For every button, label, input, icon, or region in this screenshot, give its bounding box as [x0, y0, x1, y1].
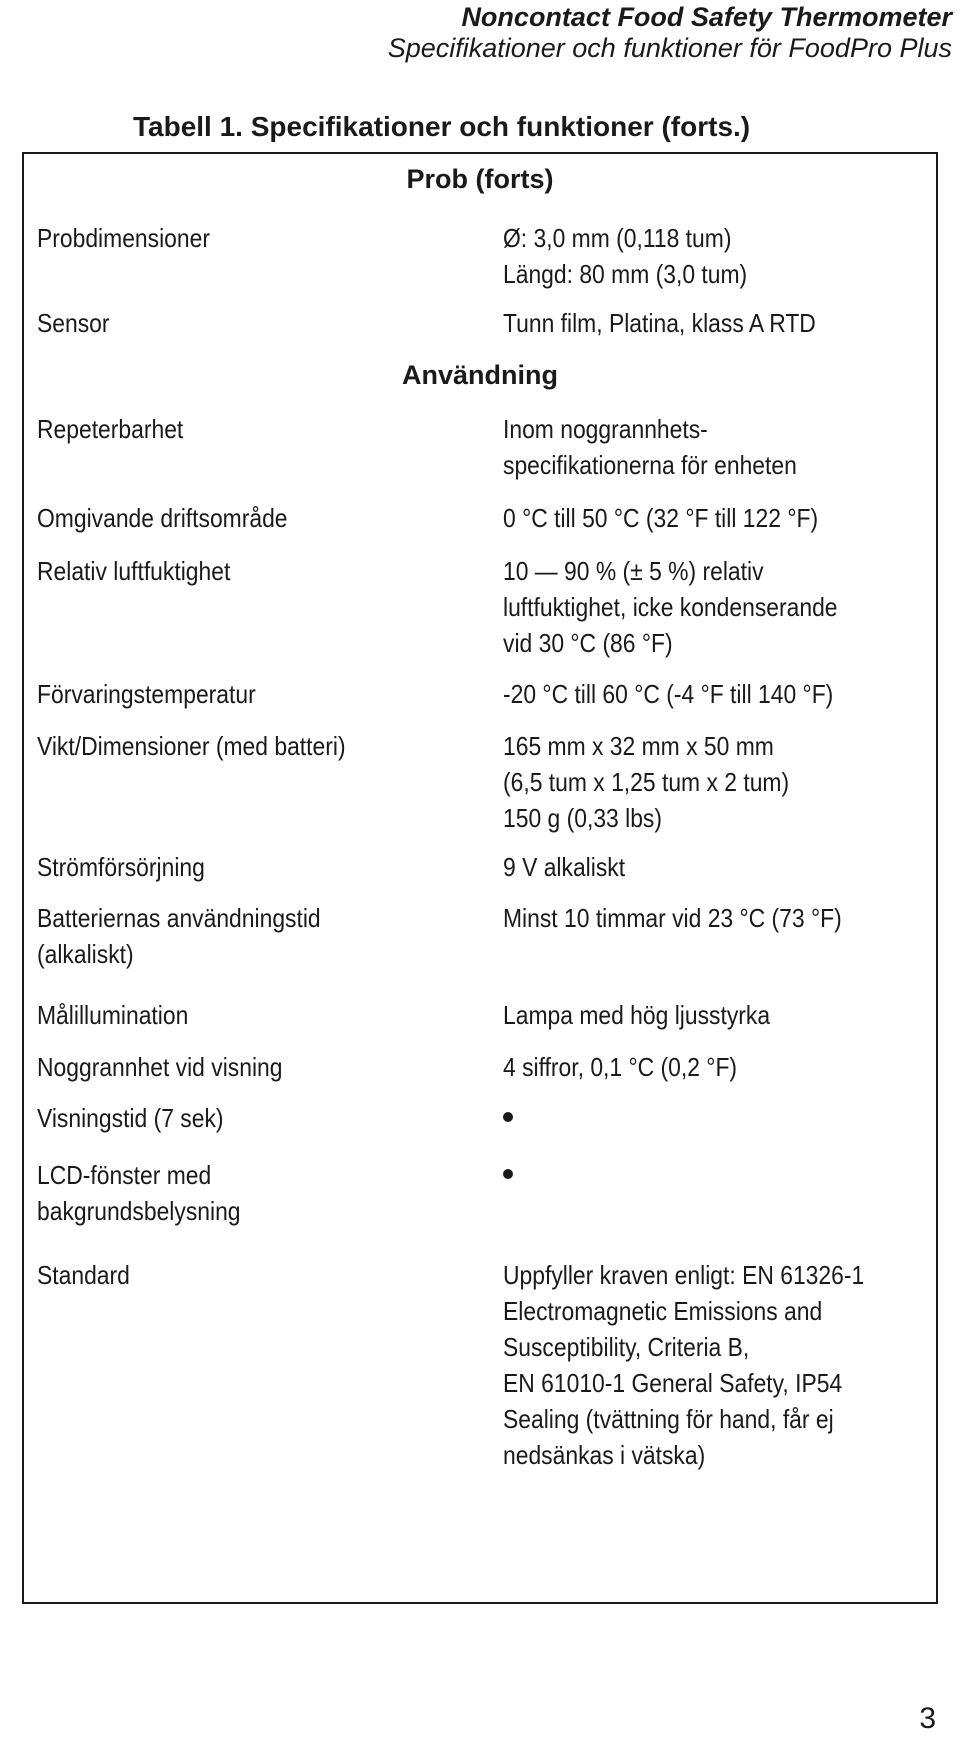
row-value: Minst 10 timmar vid 23 °C (73 °F) — [503, 903, 842, 933]
row-value: 0 °C till 50 °C (32 °F till 122 °F) — [503, 503, 819, 533]
row-value: Uppfyller kraven enligt: EN 61326-1 Electromagnetic Emissions and Susceptibility, Criteria B, EN 61010-1 General Safety, IP54 Sealing (tvättning för hand, får ej nedsänkas i vätska) — [503, 1260, 865, 1470]
row-label: Vikt/Dimensioner (med batteri) — [37, 731, 346, 761]
row-label: Standard — [37, 1260, 130, 1290]
bullet-icon — [503, 1112, 513, 1122]
row-label: Probdimensioner — [37, 223, 210, 253]
row-label: Repeterbarhet — [37, 414, 184, 444]
row-label: Noggrannhet vid visning — [37, 1052, 283, 1082]
running-header — [388, 2, 952, 64]
header-title: Noncontact Food Safety Thermometer — [461, 2, 952, 32]
row-value: 4 siffror, 0,1 °C (0,2 °F) — [503, 1052, 738, 1082]
row-value: Ø: 3,0 mm (0,118 tum) Längd: 80 mm (3,0 tum) — [503, 223, 748, 289]
row-label: Relativ luftfuktighet — [37, 556, 231, 586]
row-label: LCD-fönster med bakgrundsbelysning — [37, 1160, 241, 1226]
row-label: Förvaringstemperatur — [37, 679, 256, 709]
row-value: -20 °C till 60 °C (-4 °F till 140 °F) — [503, 679, 834, 709]
row-value: Inom noggrannhets- specifikationerna för enheten — [503, 414, 797, 480]
section-heading-anvandning: Användning — [402, 360, 558, 390]
bullet-icon — [503, 1169, 513, 1179]
row-value: 10 — 90 % (± 5 %) relativ luftfuktighet, icke kondenserande vid 30 °C (86 °F) — [503, 556, 838, 658]
row-label: Sensor — [37, 308, 110, 338]
section-heading-prob: Prob (forts) — [406, 164, 554, 194]
row-label: Strömförsörjning — [37, 852, 205, 882]
row-value: 9 V alkaliskt — [503, 852, 626, 882]
table-caption: Tabell 1. Specifikationer och funktioner (forts.) — [133, 111, 751, 142]
page-number: 3 — [919, 1702, 936, 1735]
row-label: Målillumination — [37, 1000, 189, 1030]
row-label: Omgivande driftsområde — [37, 503, 288, 533]
row-label: Visningstid (7 sek) — [37, 1103, 224, 1133]
row-value: 165 mm x 32 mm x 50 mm (6,5 tum x 1,25 tum x 2 tum) 150 g (0,33 lbs) — [503, 731, 790, 833]
spec-table — [22, 152, 938, 1604]
header-subtitle: Specifikationer och funktioner för FoodPro Plus — [387, 33, 952, 63]
row-value: Tunn film, Platina, klass A RTD — [503, 308, 816, 338]
row-label: Batteriernas användningstid (alkaliskt) — [37, 903, 321, 969]
row-value: Lampa med hög ljusstyrka — [503, 1000, 771, 1030]
